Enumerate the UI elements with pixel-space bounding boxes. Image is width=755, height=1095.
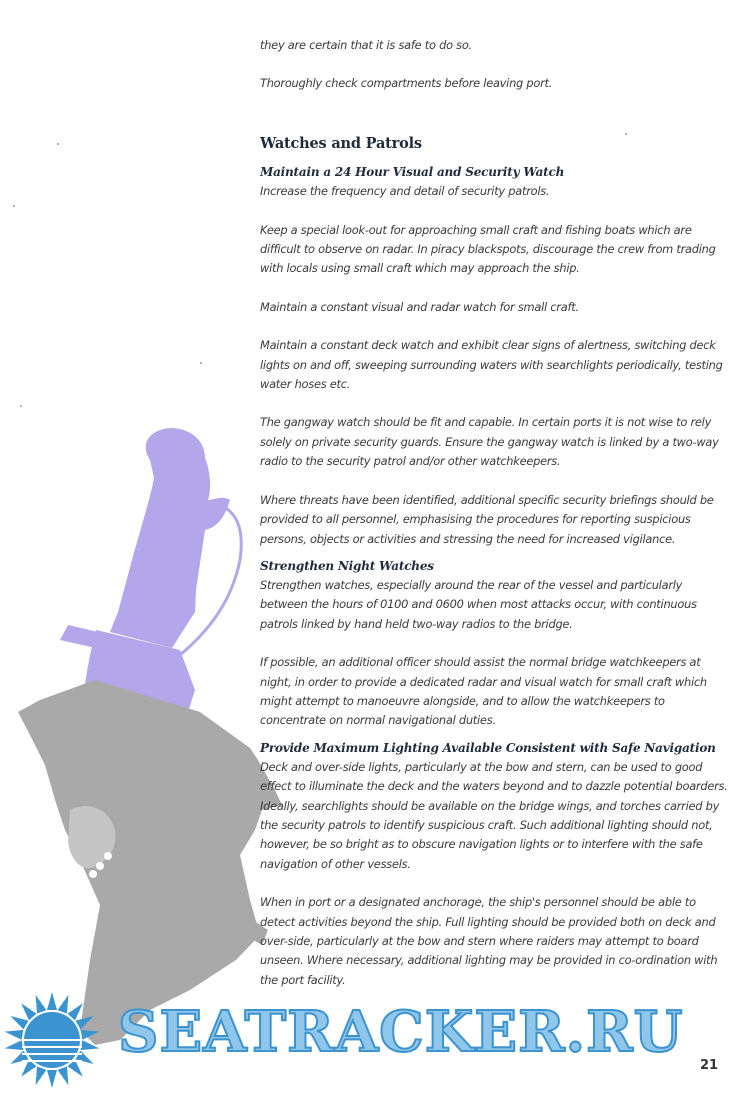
page-number: 21 [700, 1058, 719, 1073]
paragraph: Increase the frequency and detail of security patrols. [260, 184, 550, 199]
watermark: SEATRACKER.RU [118, 999, 684, 1065]
paragraph: Keep a special look-out for approaching small craft and fishing boats which are difficult to observe on radar. In piracy blackspots, discourage the crew from trading with locals using small craft which may approach the ship. [260, 222, 716, 276]
paragraph: If possible, an additional officer should assist the normal bridge watchkeepers at night, in order to provide a dedicated radar and visual watch for small craft which might attempt to manoeuvre alongside, and to allow the watchkeepers to concentrate on normal navigational duties. [260, 655, 707, 728]
paragraph: Maintain a constant deck watch and exhibit clear signs of alertness, switching deck lights on and off, sweeping surrounding waters with searchlights periodically, testing water hoses etc. [260, 338, 723, 392]
paragraph: Deck and over-side lights, particularly at the bow and stern, can be used to good effect to illuminate the deck and the waters beyond and to dazzle potential boarders. Ideally, searchlights should be available on the bridge wings, and torches carried by the security patrols to identify suspicious craft. Such additional lighting should not, however, be so bright as to obscure navigation lights or to interfere with the safe navigation of other vessels. [260, 759, 728, 871]
pistol-icon [18, 680, 282, 1045]
subheading-maximum-lighting: Provide Maximum Lighting Available Consistent with Safe Navigation [260, 740, 716, 755]
paragraph: Strengthen watches, especially around the rear of the vessel and particularly between the hours of 0100 and 0600 when most attacks occur, with continuous patrols linked by hand held two-way radios to the bridge. [260, 577, 697, 631]
body-text [260, 36, 730, 1009]
section-heading: Watches and Patrols [260, 134, 422, 152]
paragraph: When in port or a designated anchorage, the ship's personnel should be able to detect activities beyond the ship. Full lighting should be provided both on deck and over-side, particularly at the bow and stern where raiders may attempt to board unseen. Where necessary, additional lighting may be provided in co-ordination with the port facility. [260, 895, 718, 987]
subheading-visual-watch: Maintain a 24 Hour Visual and Security Watch [260, 165, 565, 180]
paragraph: Maintain a constant visual and radar watch for small craft. [260, 299, 579, 314]
intro-line-2: Thoroughly check compartments before leaving port. [260, 76, 553, 91]
paragraph: Where threats have been identified, additional specific security briefings should be provided to all personnel, emphasising the procedures for reporting suspicious persons, objects or activities and stressing the need for increased vigilance. [260, 492, 714, 546]
paragraph: The gangway watch should be fit and capable. In certain ports it is not wise to rely solely on private security guards. Ensure the gangway watch is linked by a two-way radio to the security patrol and/or other watchkeepers. [260, 415, 719, 469]
intro-line-1: they are certain that it is safe to do so. [260, 38, 472, 52]
subheading-night-watches: Strengthen Night Watches [260, 558, 434, 573]
